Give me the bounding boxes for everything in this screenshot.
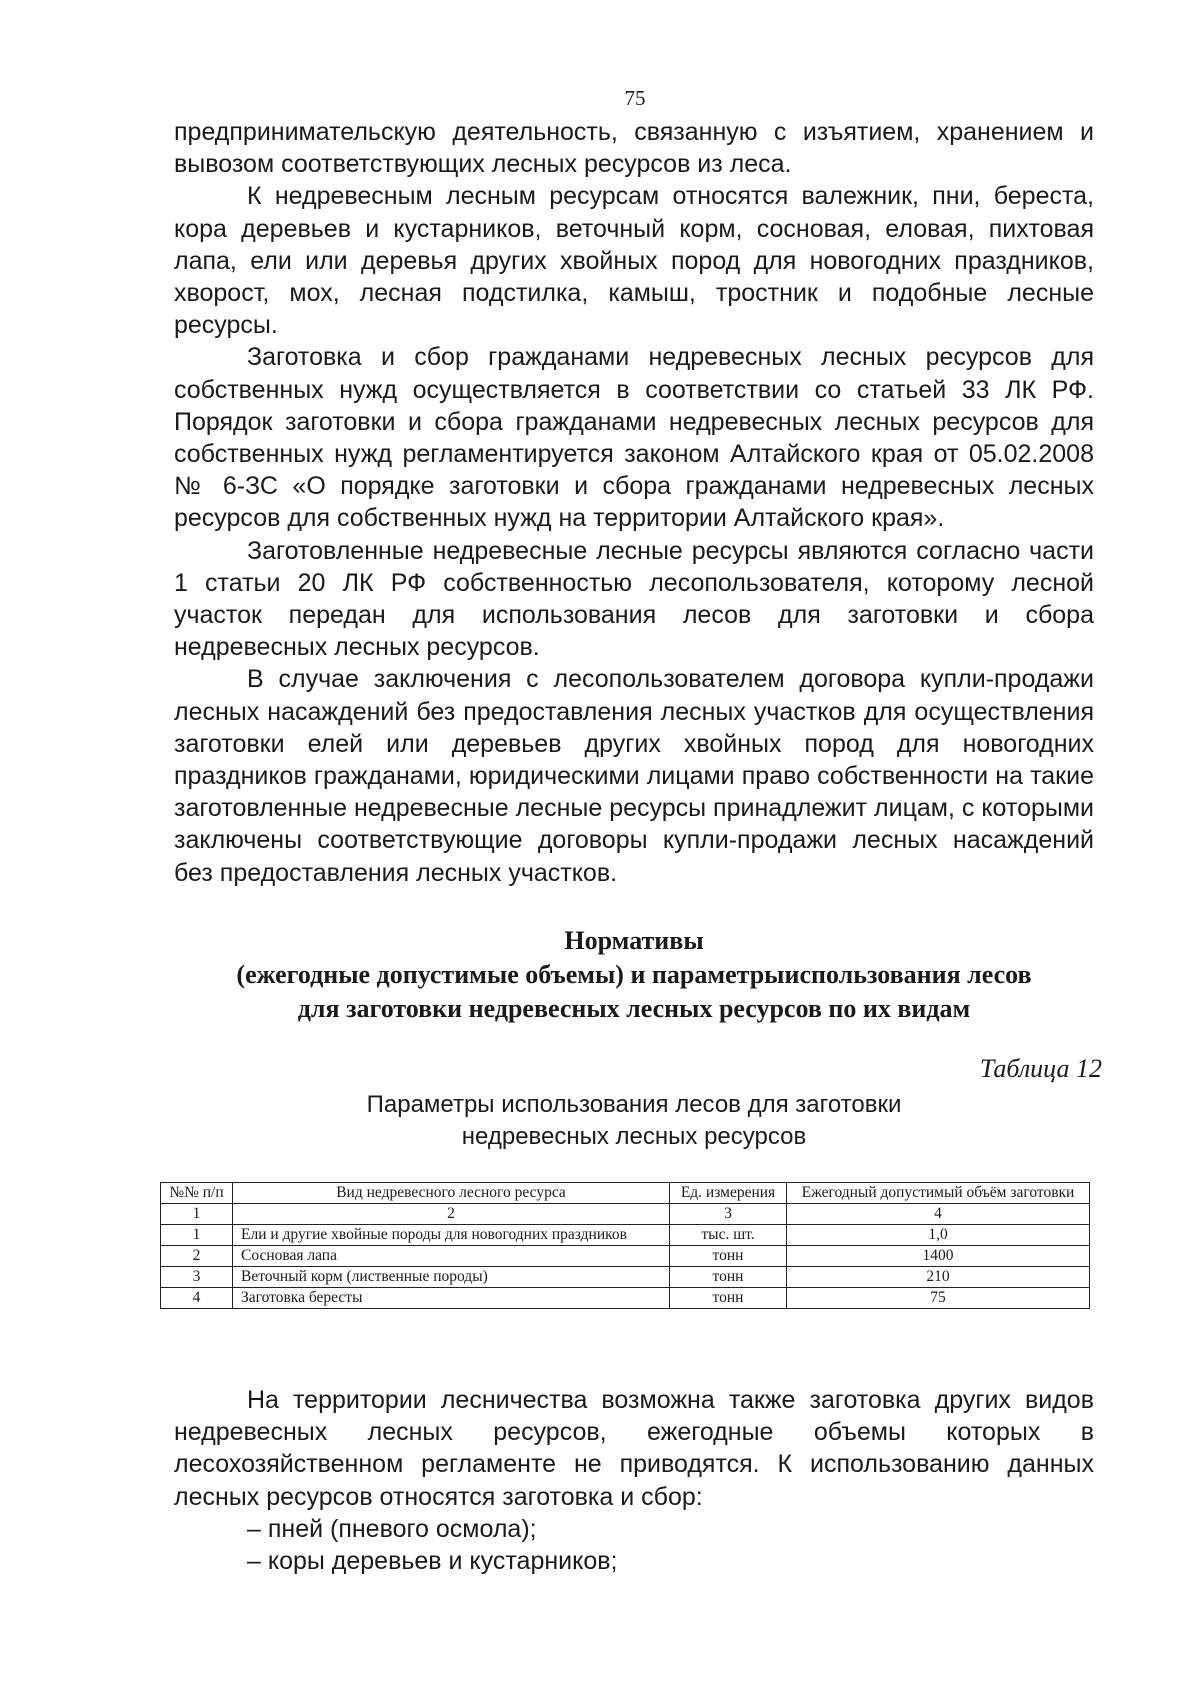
body-text-top (174, 116, 1094, 889)
resource-cell: Ели и другие хвойные породы для новогодних праздников (233, 1225, 670, 1246)
resource-cell: Заготовка бересты (233, 1288, 670, 1309)
unit-cell: тонн (670, 1267, 787, 1288)
page-number: 75 (624, 86, 646, 110)
paragraph: Заготовка и сбор гражданами недревесных лесных ресурсов для собственных нужд осуществляется в соответствии со статьей 33 ЛК РФ. Порядок заготовки и сбора гражданами недревесных лесных ресурсов для собственных нужд регламентируется законом Алтайского края от 05.02.2008 № 6-ЗС «О порядке заготовки и сбора гражданами недревесных лесных ресурсов для собственных нужд на территории Алтайского края». (174, 343, 1094, 533)
list-item: – коры деревьев и кустарников; (247, 1547, 618, 1576)
unit-cell: тонн (670, 1288, 787, 1309)
table-caption-line: Параметры использования лесов для заготовки (366, 1091, 902, 1118)
row-number-cell: 4 (161, 1288, 233, 1309)
volume-cell: 1,0 (787, 1225, 1090, 1246)
resources-table (160, 1182, 1090, 1309)
unit-cell: тыс. шт. (670, 1225, 787, 1246)
table-row (161, 1288, 1090, 1309)
column-number-cell: 3 (670, 1204, 787, 1225)
column-number-cell: 1 (161, 1204, 233, 1225)
unit-cell: тонн (670, 1246, 787, 1267)
paragraph: предпринимательскую деятельность, связанную с изъятием, хранением и вывозом соответствующих лесных ресурсов из леса. (174, 118, 1094, 179)
table-row (161, 1225, 1090, 1246)
paragraph: К недревесным лесным ресурсам относятся валежник, пни, береста, кора деревьев и кустарников, веточный корм, сосновая, еловая, пихтовая лапа, ели или деревья других хвойных пород для новогодних праздников, хворост, мох, лесная подстилка, камыш, тростник и подобные лесные ресурсы. (174, 182, 1094, 340)
table-column-number-row (161, 1204, 1090, 1225)
row-number-cell: 3 (161, 1267, 233, 1288)
header-cell-volume: Ежегодный допустимый объём заготовки (787, 1183, 1090, 1204)
list-item: – пней (пневого осмола); (247, 1514, 537, 1543)
table-header-row (161, 1183, 1090, 1204)
body-text-bottom (174, 1384, 1094, 1577)
section-title (174, 924, 1094, 1026)
table-row (161, 1246, 1090, 1267)
paragraph: В случае заключения с лесопользователем договора купли-продажи лесных насаждений без предоставления лесных участков для осуществления заготовки елей или деревьев других хвойных пород для новогодних праздников гражданами, юридическими лицами право собственности на такие заготовленные недревесные лесные ресурсы принадлежит лицам, с которыми заключены соответствующие договоры купли-продажи лесных насаждений без предоставления лесных участков. (174, 665, 1095, 887)
table-caption (174, 1089, 1094, 1153)
row-number-cell: 1 (161, 1225, 233, 1246)
resource-cell: Сосновая лапа (233, 1246, 670, 1267)
section-title-line: для заготовки недревесных лесных ресурсов по их видам (297, 994, 971, 1023)
section-title-line: (ежегодные допустимые объемы) и параметрыиспользования лесов (236, 960, 1032, 989)
header-cell-number: №№ п/п (161, 1183, 233, 1204)
header-cell-unit: Ед. измерения (670, 1183, 787, 1204)
volume-cell: 210 (787, 1267, 1090, 1288)
resource-cell: Веточный корм (лиственные породы) (233, 1267, 670, 1288)
volume-cell: 75 (787, 1288, 1090, 1309)
paragraph: Заготовленные недревесные лесные ресурсы являются согласно части 1 статьи 20 ЛК РФ собственностью лесопользователя, которому лесной участок передан для использования лесов для заготовки и сбора недревесных лесных ресурсов. (174, 536, 1094, 662)
header-cell-resource: Вид недревесного лесного ресурса (233, 1183, 670, 1204)
table-row (161, 1267, 1090, 1288)
paragraph: На территории лесничества возможна также заготовка других видов недревесных лесных ресурсов, ежегодные объемы которых в лесохозяйственном регламенте не приводятся. К использованию данных лесных ресурсов относятся заготовка и сбор: (174, 1386, 1094, 1511)
row-number-cell: 2 (161, 1246, 233, 1267)
section-title-line: Нормативы (564, 926, 704, 955)
column-number-cell: 4 (787, 1204, 1090, 1225)
table-caption-line: недревесных лесных ресурсов (461, 1123, 807, 1150)
column-number-cell: 2 (233, 1204, 670, 1225)
volume-cell: 1400 (787, 1246, 1090, 1267)
table-number: Таблица 12 (979, 1054, 1102, 1083)
